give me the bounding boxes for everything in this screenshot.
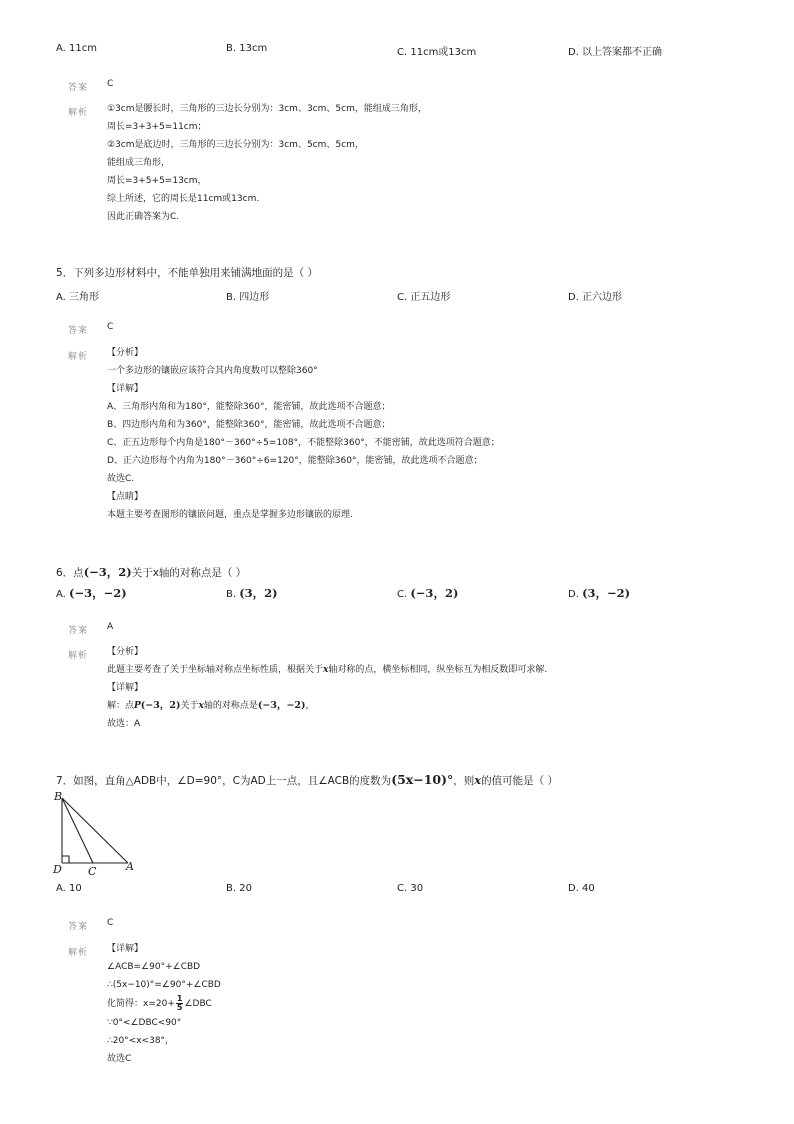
q7-option-c[interactable]: C. 30 (397, 883, 424, 894)
q6-title-prefix: 6．点 (56, 567, 84, 579)
analysis-line: 【详解】 (107, 683, 144, 693)
q7-option-d[interactable]: D. 40 (568, 883, 595, 894)
analysis-line: 【详解】 (107, 944, 144, 954)
analysis-line: C、正五边形每个内角是180°－360°÷5=108°，不能整除360°，不能密铺，故此选项符合题意； (107, 438, 500, 448)
vertex-label-a: A (126, 860, 134, 873)
analysis-line: ①3cm是腰长时，三角形的三边长分别为：3cm、3cm、5cm，能组成三角形， (107, 104, 427, 114)
text-run: 7．如图，直角△ADB中，∠D=90°，C为AD上一点，且∠ACB的度数为 (56, 775, 392, 787)
fraction-numerator: 1 (176, 994, 183, 1003)
q6-analysis-label: 解析 (68, 651, 89, 661)
analysis-line (107, 661, 547, 679)
option-value: (3，2) (239, 586, 278, 600)
option-letter: B. (226, 589, 237, 600)
analysis-line (107, 697, 547, 715)
q6-analysis (107, 643, 547, 733)
option-value: (−3，2) (410, 586, 459, 600)
analysis-line: 能组成三角形， (107, 158, 171, 168)
q7-answer-label: 答案 (68, 922, 89, 932)
q7-analysis-label: 解析 (68, 948, 89, 958)
math-var: P (134, 701, 141, 711)
text-run: 的值可能是（ ） (481, 775, 558, 787)
analysis-line (107, 994, 221, 1014)
option-letter: A. (56, 589, 66, 600)
q5-option-a[interactable]: A. 三角形 (56, 292, 100, 303)
option-value: (−3，−2) (69, 586, 127, 600)
math-expr: (−3，−2) (257, 700, 306, 711)
q5-answer-value: C (107, 322, 114, 332)
text-run: 关于 (180, 701, 199, 711)
analysis-line: 综上所述，它的周长是11cm或13cm. (107, 194, 260, 204)
q7-option-b[interactable]: B. 20 (226, 883, 252, 894)
option-value: (3，−2) (582, 586, 631, 600)
q6-option-c[interactable] (397, 585, 458, 601)
analysis-line: ∴(5x−10)°=∠90°+∠CBD (107, 980, 221, 990)
analysis-line: 【分析】 (107, 348, 144, 358)
analysis-line: 一个多边形的镶嵌应该符合其内角度数可以整除360° (107, 366, 318, 376)
analysis-line: ②3cm是底边时，三角形的三边长分别为：3cm、5cm、5cm， (107, 140, 364, 150)
fraction (176, 995, 184, 1012)
analysis-line: 故选C (107, 1054, 132, 1064)
q6-title-point: (−3，2) (83, 565, 132, 579)
analysis-line: 本题主要考查图形的镶嵌问题，重点是掌握多边形镶嵌的原理. (107, 510, 353, 520)
fraction-denominator: 5 (176, 1003, 183, 1012)
analysis-line: 【详解】 (107, 384, 144, 394)
q4-option-b[interactable]: B. 13cm (226, 43, 268, 54)
analysis-line: 故选C. (107, 474, 135, 484)
q4-answer-label: 答案 (68, 83, 89, 93)
text-run: 解：点 (107, 701, 135, 711)
analysis-line: 周长=3+5+5=13cm， (107, 176, 207, 186)
q4-option-a[interactable]: A. 11cm (56, 43, 97, 54)
text-run: ，则 (453, 775, 475, 787)
analysis-line: ∠ACB=∠90°+∠CBD (107, 962, 201, 972)
q6-option-b[interactable] (226, 585, 278, 601)
q5-analysis (107, 344, 500, 524)
q5-option-b[interactable]: B. 四边形 (226, 292, 270, 303)
text-run: 轴对称的点，横坐标相同，纵坐标互为相反数即可求解. (328, 665, 548, 675)
q5-option-d[interactable]: D. 正六边形 (568, 292, 623, 303)
q5-option-c[interactable]: C. 正五边形 (397, 292, 451, 303)
q6-answer-label: 答案 (68, 626, 89, 636)
q7-analysis (107, 940, 221, 1068)
vertex-label-d: D (53, 863, 62, 876)
q5-analysis-label: 解析 (68, 352, 89, 362)
q6-title (56, 564, 246, 580)
analysis-line: 【分析】 (107, 647, 144, 657)
math-expr: (−3，2) (140, 700, 181, 711)
analysis-line: ∴20°<x<38°， (107, 1036, 175, 1046)
q4-option-d[interactable]: D. 以上答案都不正确 (568, 47, 663, 58)
text-run: 化简得：x=20+ (107, 999, 175, 1009)
q6-option-a[interactable] (56, 585, 127, 601)
text-run: 此题主要考查了关于坐标轴对称点坐标性质，根据关于 (107, 665, 324, 675)
q6-title-suffix: 关于x轴的对称点是（ ） (131, 567, 247, 579)
q7-option-a[interactable]: A. 10 (56, 883, 82, 894)
q7-answer-value: C (107, 918, 114, 928)
text-run: 轴的对称点是 (203, 701, 258, 711)
analysis-line: B、四边形内角和为360°，能整除360°，能密铺，故此选项不合题意； (107, 420, 391, 430)
text-run: ∠DBC (184, 999, 212, 1009)
analysis-line: 因此正确答案为C. (107, 212, 180, 222)
math-var: x (323, 665, 329, 675)
analysis-line: 【点睛】 (107, 492, 144, 502)
analysis-line: D、正六边形每个内角为180°－360°÷6=120°，能整除360°，能密铺，故此选项不合题意； (107, 456, 483, 466)
math-var: x (474, 773, 482, 787)
analysis-line: ∵0°<∠DBC<90° (107, 1018, 182, 1028)
q4-option-c[interactable]: C. 11cm或13cm (397, 47, 477, 58)
analysis-line: 周长=3+3+5=11cm； (107, 122, 207, 132)
q4-answer-value: C (107, 79, 114, 89)
vertex-label-c: C (88, 865, 97, 878)
right-triangle-figure (50, 786, 150, 882)
q4-analysis-label: 解析 (68, 108, 89, 118)
math-var: x (198, 701, 204, 711)
right-angle-mark (62, 856, 69, 863)
text-run: ， (305, 701, 315, 711)
segment-bc (62, 798, 93, 863)
option-letter: D. (568, 589, 579, 600)
q5-answer-label: 答案 (68, 326, 89, 336)
math-expr: (5x−10)° (391, 772, 454, 787)
analysis-line: 故选：A (107, 719, 141, 729)
analysis-line: A、三角形内角和为180°，能整除360°，能密铺，故此选项不合题意； (107, 402, 391, 412)
q6-answer-value: A (107, 622, 114, 632)
option-letter: C. (397, 589, 408, 600)
q4-analysis (107, 100, 427, 226)
segment-ba (62, 798, 128, 863)
q5-title: 5．下列多边形材料中，不能单独用来铺满地面的是（ ） (56, 267, 319, 279)
q6-option-d[interactable] (568, 585, 630, 601)
vertex-label-b: B (54, 790, 63, 803)
